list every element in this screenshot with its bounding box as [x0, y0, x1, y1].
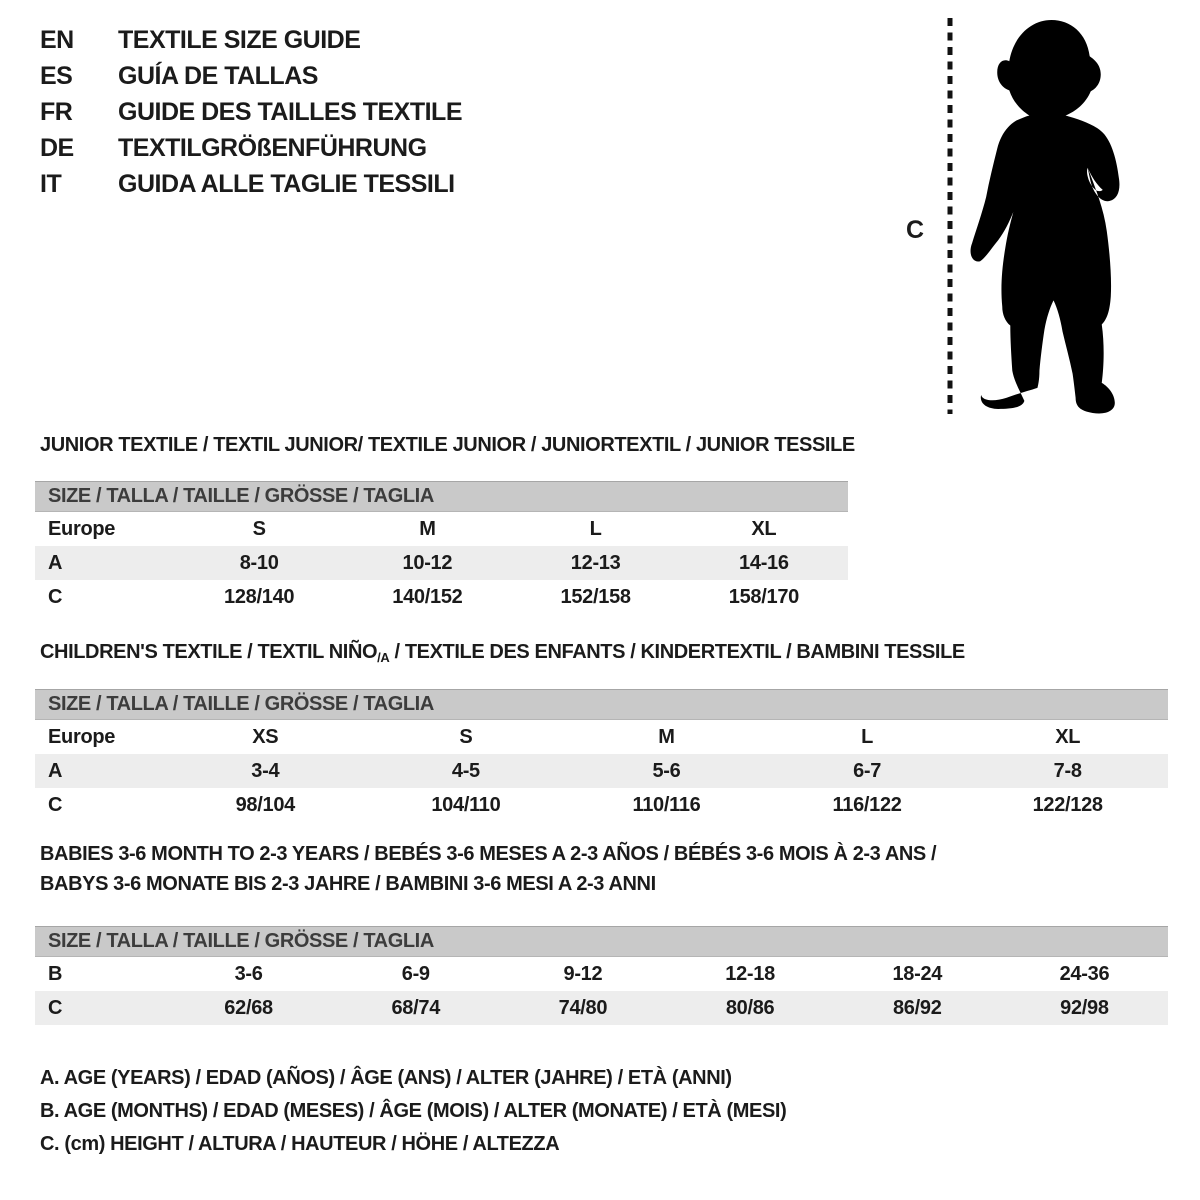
footnote-a: A. AGE (YEARS) / EDAD (AÑOS) / ÂGE (ANS) / ALTER (JAHRE) / ETÀ (ANNI) — [40, 1067, 732, 1089]
junior-title-text: JUNIOR TEXTILE / TEXTIL JUNIOR/ TEXTILE JUNIOR / JUNIORTEXTIL / JUNIOR TESSILE — [40, 434, 855, 456]
row-label: A — [48, 551, 63, 574]
language-code: ES — [40, 61, 73, 90]
table-cell: M — [419, 517, 436, 540]
language-code: FR — [40, 97, 73, 126]
section-title-children — [40, 641, 965, 664]
table-cell: 3-6 — [234, 962, 263, 985]
table-cell: 104/110 — [431, 793, 501, 816]
row-label: C — [48, 996, 63, 1019]
table-cell: 6-7 — [853, 759, 882, 782]
table-cell: S — [459, 725, 473, 748]
table-row-height — [35, 580, 848, 614]
table-row-height — [35, 788, 1168, 822]
table-cell: 80/86 — [725, 996, 775, 1019]
table-cell: 74/80 — [558, 996, 608, 1019]
table-cell: 18-24 — [892, 962, 943, 985]
language-title-list — [40, 22, 462, 202]
table-cell: 62/68 — [224, 996, 273, 1019]
size-table-babies — [35, 926, 1168, 1025]
table-cell: 140/152 — [392, 585, 463, 608]
table-header-size: SIZE / TALLA / TAILLE / GRÖSSE / TAGLIA — [35, 481, 848, 512]
children-title-post: / TEXTILE DES ENFANTS / KINDERTEXTIL / BAMBINI TESSILE — [389, 641, 965, 663]
table-cell: 12-13 — [570, 551, 621, 574]
children-title-sub: /A — [377, 650, 390, 665]
footnote-b: B. AGE (MONTHS) / EDAD (MESES) / ÂGE (MOIS) / ALTER (MONATE) / ETÀ (MESI) — [40, 1100, 787, 1122]
table-row-age — [35, 546, 848, 580]
table-cell: 9-12 — [563, 962, 603, 985]
table-cell: L — [861, 725, 874, 748]
table-cell: 86/92 — [892, 996, 942, 1019]
language-code: DE — [40, 133, 74, 162]
table-header-size: SIZE / TALLA / TAILLE / GRÖSSE / TAGLIA — [35, 689, 1168, 720]
table-cell: 8-10 — [239, 551, 279, 574]
language-code: EN — [40, 25, 74, 54]
language-title: TEXTILGRÖßENFÜHRUNG — [118, 133, 427, 162]
table-cell: 110/116 — [632, 793, 701, 816]
table-row-months — [35, 957, 1168, 991]
language-title: TEXTILE SIZE GUIDE — [118, 25, 361, 54]
language-title: GUIDE DES TAILLES TEXTILE — [118, 97, 463, 126]
table-cell: 116/122 — [832, 793, 902, 816]
language-title: GUÍA DE TALLAS — [118, 61, 318, 90]
table-cell: XL — [1055, 725, 1081, 748]
table-header-size: SIZE / TALLA / TAILLE / GRÖSSE / TAGLIA — [35, 926, 1168, 957]
language-row-it — [40, 166, 462, 202]
table-cell: 68/74 — [391, 996, 441, 1019]
table-cell: 4-5 — [451, 759, 480, 782]
section-title-babies-line1 — [40, 843, 936, 866]
height-measure-label: C — [906, 216, 925, 244]
section-title-junior — [40, 434, 855, 457]
row-label: C — [48, 585, 63, 608]
table-cell: 24-36 — [1059, 962, 1110, 985]
footnote-c: C. (cm) HEIGHT / ALTURA / HAUTEUR / HÖHE / ALTEZZA — [40, 1133, 560, 1155]
table-cell: S — [252, 517, 266, 540]
size-table-junior — [35, 481, 848, 614]
table-cell: 14-16 — [739, 551, 789, 574]
table-row-europe — [35, 512, 848, 546]
babies-title-line2: BABYS 3-6 MONATE BIS 2-3 JAHRE / BAMBINI 3-6 MESI A 2-3 ANNI — [40, 873, 656, 895]
language-code: IT — [40, 169, 62, 198]
language-title: GUIDA ALLE TAGLIE TESSILI — [118, 169, 455, 198]
language-row-en — [40, 22, 462, 58]
table-cell: 7-8 — [1053, 759, 1082, 782]
table-row-europe — [35, 720, 1168, 754]
table-cell: 158/170 — [728, 585, 799, 608]
table-cell: 128/140 — [224, 585, 295, 608]
table-cell: 152/158 — [560, 585, 631, 608]
table-cell: 98/104 — [235, 793, 295, 816]
row-label: Europe — [48, 517, 116, 540]
babies-title-line1: BABIES 3-6 MONTH TO 2-3 YEARS / BEBÉS 3-6 MESES A 2-3 AÑOS / BÉBÉS 3-6 MOIS À 2-3 ANS / — [40, 843, 937, 865]
language-row-de — [40, 130, 462, 166]
row-label: Europe — [48, 725, 116, 748]
row-label: B — [48, 962, 63, 985]
table-row-age — [35, 754, 1168, 788]
table-cell: 6-9 — [401, 962, 430, 985]
toddler-silhouette-icon — [963, 16, 1140, 418]
table-cell: 10-12 — [402, 551, 453, 574]
size-table-children — [35, 689, 1168, 822]
table-cell: 3-4 — [251, 759, 280, 782]
table-cell: M — [658, 725, 675, 748]
table-cell: 12-18 — [725, 962, 775, 985]
table-cell: L — [589, 517, 602, 540]
table-cell: 122/128 — [1032, 793, 1103, 816]
height-dashed-line — [945, 16, 955, 416]
table-cell: 92/98 — [1060, 996, 1109, 1019]
table-row-height — [35, 991, 1168, 1025]
row-label: C — [48, 793, 63, 816]
section-title-babies-line2 — [40, 873, 656, 896]
table-cell: XS — [252, 725, 279, 748]
language-row-fr — [40, 94, 462, 130]
language-row-es — [40, 58, 462, 94]
table-cell: XL — [751, 517, 777, 540]
row-label: A — [48, 759, 63, 782]
children-title-pre: CHILDREN'S TEXTILE / TEXTIL NIÑO — [40, 641, 378, 663]
table-cell: 5-6 — [652, 759, 681, 782]
legend-footnotes — [40, 1062, 786, 1161]
